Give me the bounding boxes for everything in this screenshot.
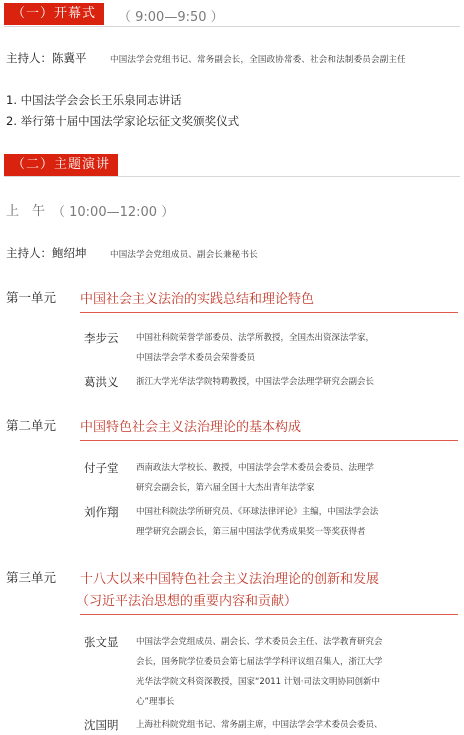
session-time: （ 10:00—12:00 ） bbox=[52, 205, 175, 220]
unit-divider bbox=[80, 312, 458, 313]
speaker-desc: 浙江大学光华法学院特聘教授，中国法学会法理学研究会副会长 bbox=[136, 377, 375, 387]
keynote-host-label: 主持人：鲍绍坤 bbox=[6, 246, 87, 260]
divider bbox=[4, 176, 460, 177]
speaker-name: 李步云 bbox=[84, 331, 119, 345]
unit-3-title: 十八大以来中国特色社会主义法治理论的创新和发展 bbox=[80, 572, 380, 587]
opening-badge: （一）开幕式 bbox=[4, 3, 104, 25]
keynote-host-desc: 中国法学会党组成员、副会长兼秘书长 bbox=[110, 250, 258, 260]
opening-host-label: 主持人：陈冀平 bbox=[6, 51, 87, 65]
unit-divider bbox=[80, 440, 458, 441]
speaker-name: 沈国明 bbox=[84, 718, 119, 732]
speaker-desc: 中国社科院法学所研究员、《环球法律评论》主编，中国法学会法 理学研究会副会长，第三届中国法学优秀成果奖一等奖获得者 bbox=[136, 507, 379, 537]
speaker-name: 刘作翔 bbox=[84, 505, 119, 519]
speaker-desc: 上海社科院党组书记、常务副主席，中国法学会学术委员会委员、 bbox=[136, 720, 383, 730]
speaker-desc: 西南政法大学校长、教授，中国法学会学术委员会委员、法理学 研究会副会长，第六届全国十大杰出青年法学家 bbox=[136, 463, 375, 493]
speaker-desc: 中国法学会党组成员、副会长、学术委员会主任、法学教育研究会 会长，国务院学位委员会第七届法学学科评议组召集人，浙江大学 光华法学院文科资深教授，国家“2011 计划·司法文明协同创新中 心”理事长 bbox=[136, 637, 383, 707]
unit-2-title: 中国特色社会主义法治理论的基本构成 bbox=[80, 420, 302, 435]
unit-divider bbox=[80, 614, 458, 615]
opening-host-desc: 中国法学会党组书记、常务副会长，全国政协常委、社会和法制委员会副主任 bbox=[110, 55, 406, 65]
speaker-name: 张文显 bbox=[84, 635, 119, 649]
speaker-name: 付子堂 bbox=[84, 461, 119, 475]
unit-1-title: 中国社会主义法治的实践总结和理论特色 bbox=[80, 292, 315, 307]
unit-3-subtitle: （习近平法治思想的重要内容和贡献） bbox=[76, 594, 298, 609]
speaker-desc: 中国社科院荣誉学部委员、法学所教授，全国杰出资深法学家， 中国法学会学术委员会荣誉委员 bbox=[136, 333, 375, 363]
opening-item-2: 2. 举行第十届中国法学家论坛征文奖颁奖仪式 bbox=[6, 114, 240, 128]
divider bbox=[4, 26, 460, 27]
opening-time: （ 9:00—9:50 ） bbox=[118, 10, 224, 25]
session-label: 上 午 bbox=[6, 204, 46, 219]
keynote-badge: （二）主题演讲 bbox=[4, 154, 118, 176]
unit-3-label: 第三单元 bbox=[6, 570, 57, 585]
unit-1-label: 第一单元 bbox=[6, 290, 57, 305]
unit-2-label: 第二单元 bbox=[6, 418, 57, 433]
speaker-name: 葛洪义 bbox=[84, 375, 119, 389]
opening-item-1: 1. 中国法学会会长王乐泉同志讲话 bbox=[6, 93, 182, 107]
